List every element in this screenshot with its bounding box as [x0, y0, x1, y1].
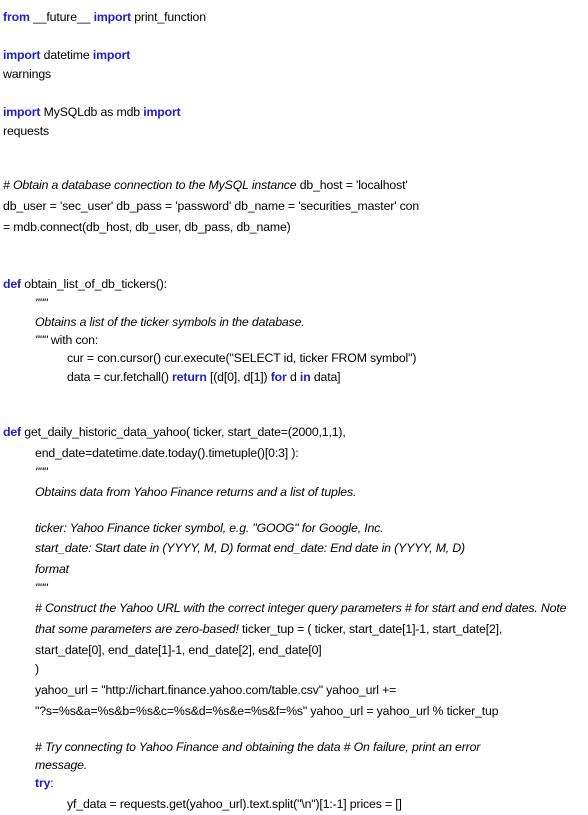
code-token: : — [50, 776, 54, 790]
code-token: db_host = 'localhost' — [296, 178, 408, 192]
code-line — [3, 67, 51, 82]
keyword: import — [3, 105, 41, 119]
code-token: MySQLdb as mdb — [40, 105, 144, 119]
code-line — [35, 296, 48, 311]
code-token: ticker_tup = ( ticker, start_date[1]-1, start_date[2], — [238, 622, 503, 636]
code-token: with con: — [47, 333, 99, 347]
comment-text: # Construct the Yahoo URL with the correct integer query parameters # for start and end dates. Note — [35, 601, 567, 615]
code-token: ) — [35, 662, 39, 676]
comment-text: """ — [35, 296, 48, 310]
code-token: print_function — [130, 10, 206, 24]
code-token: datetime — [40, 48, 93, 62]
comment-text: """ — [35, 581, 48, 595]
code-line — [3, 277, 167, 292]
code-token: cur = con.cursor() cur.execute("SELECT id, ticker FROM symbol") — [67, 351, 417, 365]
code-line — [35, 758, 87, 773]
code-line — [35, 683, 396, 698]
keyword: def — [3, 425, 21, 439]
code-line — [35, 465, 48, 480]
keyword: in — [299, 370, 311, 384]
comment-text: Obtains a list of the ticker symbols in the database. — [35, 315, 305, 329]
code-line — [3, 178, 408, 193]
code-token: yahoo_url = "http://ichart.finance.yahoo.com/table.csv" yahoo_url += — [35, 683, 397, 697]
keyword: import — [143, 105, 181, 119]
code-line — [35, 704, 498, 719]
code-line — [35, 333, 98, 348]
code-line — [3, 105, 181, 120]
keyword: for — [270, 370, 287, 384]
keyword: return — [172, 370, 207, 384]
code-line — [67, 370, 340, 385]
code-line — [35, 485, 356, 500]
keyword: import — [92, 48, 131, 62]
comment-text: Obtains data from Yahoo Finance returns and a list of tuples. — [35, 485, 357, 499]
comment-text: # Obtain a database connection to the MySQL instance — [3, 178, 297, 192]
code-line — [3, 425, 346, 440]
comment-text: """ — [35, 465, 48, 479]
code-token: warnings — [3, 67, 52, 81]
comment-text: message. — [35, 758, 88, 772]
code-token: "?s=%s&a=%s&b=%s&c=%s&d=%s&e=%s&f=%s" yahoo_url = yahoo_url % ticker_tup — [35, 704, 499, 718]
code-token: __future__ — [29, 10, 94, 24]
keyword: from — [3, 10, 30, 24]
code-line — [3, 220, 291, 235]
code-line — [35, 521, 383, 536]
code-line — [3, 48, 130, 63]
keyword: import — [3, 48, 41, 62]
code-token: end_date=datetime.date.today().timetuple()[0:3] ): — [35, 446, 299, 460]
comment-text: format — [35, 562, 69, 576]
code-line — [35, 562, 69, 577]
comment-text: """ — [35, 333, 48, 347]
code-line — [35, 662, 39, 677]
code-line — [3, 199, 419, 214]
code-line — [35, 740, 480, 755]
code-token: [(d[0], d[1]) — [206, 370, 271, 384]
code-line — [35, 581, 48, 596]
code-line — [35, 776, 54, 791]
code-line — [35, 643, 322, 658]
code-token: get_daily_historic_data_yahoo( ticker, start_date=(2000,1,1), — [21, 425, 346, 439]
code-line — [35, 541, 465, 556]
code-line — [67, 351, 416, 366]
keyword: import — [93, 10, 131, 24]
keyword: try — [35, 776, 51, 790]
code-token: data = cur.fetchall() — [67, 370, 173, 384]
comment-text: ticker: Yahoo Finance ticker symbol, e.g. "GOOG" for Google, Inc. — [35, 521, 384, 535]
code-token: d — [286, 370, 300, 384]
code-line — [35, 601, 566, 616]
code-line — [35, 622, 502, 637]
comment-text: start_date: Start date in (YYYY, M, D) format end_date: End date in (YYYY, M, D) — [35, 541, 465, 555]
code-token: db_user = 'sec_user' db_pass = 'password' db_name = 'securities_master' con — [3, 199, 420, 213]
code-token: start_date[0], end_date[1]-1, end_date[2], end_date[0] — [35, 643, 322, 657]
code-token: requests — [3, 124, 49, 138]
code-line — [3, 10, 206, 25]
code-token: data] — [310, 370, 341, 384]
code-line — [3, 124, 49, 139]
code-token: obtain_list_of_db_tickers(): — [21, 277, 168, 291]
comment-text: # Try connecting to Yahoo Finance and obtaining the data # On failure, print an error — [35, 740, 481, 754]
code-line — [67, 797, 402, 812]
keyword: def — [3, 277, 21, 291]
code-token: = mdb.connect(db_host, db_user, db_pass, db_name) — [3, 220, 291, 234]
code-line — [35, 446, 299, 461]
code-token: yf_data = requests.get(yahoo_url).text.split("\n")[1:-1] prices = [] — [67, 797, 402, 811]
code-line — [35, 315, 305, 330]
comment-text: that some parameters are zero-based! — [35, 622, 239, 636]
